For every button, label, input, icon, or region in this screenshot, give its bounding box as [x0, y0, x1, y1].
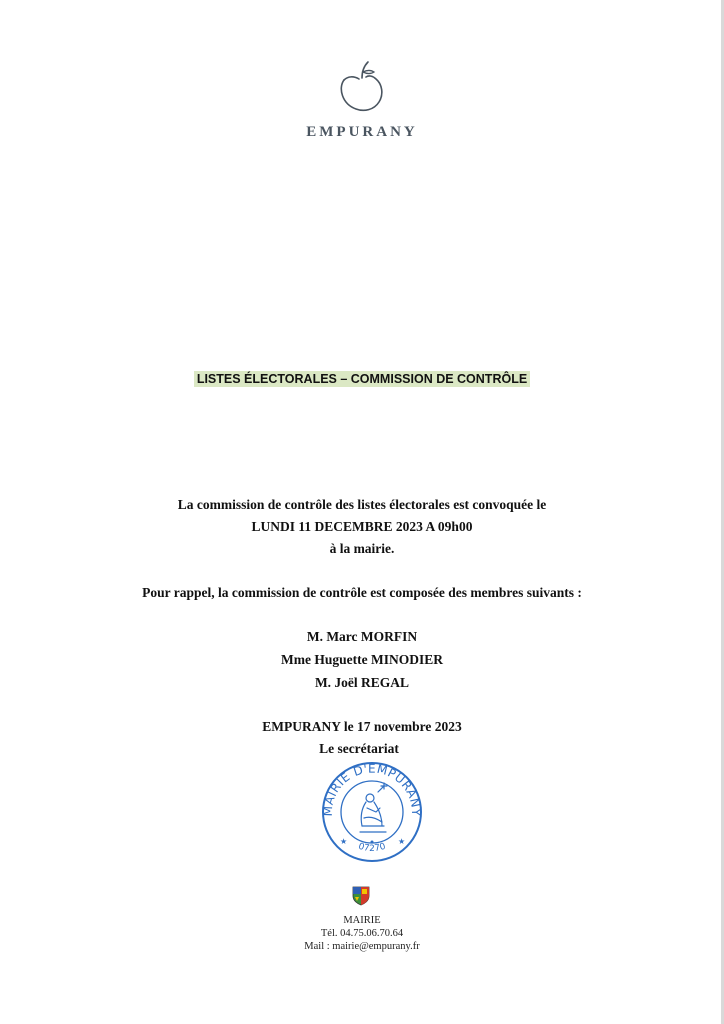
place-line: à la mairie. [329, 541, 395, 556]
svg-text:★: ★ [340, 837, 348, 846]
header-logo [0, 58, 724, 141]
member-3: M. Joël REGAL [314, 675, 410, 690]
coat-of-arms [352, 886, 370, 911]
reminder-line: Pour rappel, la commission de contrôle est composée des membres suivants : [142, 585, 582, 600]
footer-label: MAIRIE [343, 915, 381, 926]
signature-place-date: EMPURANY le 17 novembre 2023 [262, 719, 462, 734]
official-stamp [320, 760, 424, 869]
apple-logo-icon [332, 58, 392, 114]
document-title: LISTES ÉLECTORALES – COMMISSION DE CONTRÔLE [194, 371, 530, 387]
footer-phone: Tél. 04.75.06.70.64 [320, 928, 404, 939]
signature-by: Le secrétariat [319, 741, 399, 756]
mairie-stamp-icon [320, 760, 424, 864]
logo-name: EMPURANY [306, 124, 418, 140]
intro-line: La commission de contrôle des listes électorales est convoquée le [177, 497, 547, 512]
title-container [0, 370, 724, 388]
svg-text:MAIRIE D'EMPURANY [321, 762, 423, 817]
coat-of-arms-icon [352, 886, 370, 906]
date-line: LUNDI 11 DECEMBRE 2023 A 09h00 [251, 519, 473, 534]
svg-text:07270 [357, 842, 387, 854]
member-1: M. Marc MORFIN [306, 629, 418, 644]
svg-text:★: ★ [398, 837, 406, 846]
member-2: Mme Huguette MINODIER [281, 652, 443, 667]
stamp-ring-text: MAIRIE D'EMPURANY [320, 761, 424, 817]
footer-email: Mail : mairie@empurany.fr [304, 941, 420, 952]
stamp-postcode: 07270 [357, 841, 387, 855]
